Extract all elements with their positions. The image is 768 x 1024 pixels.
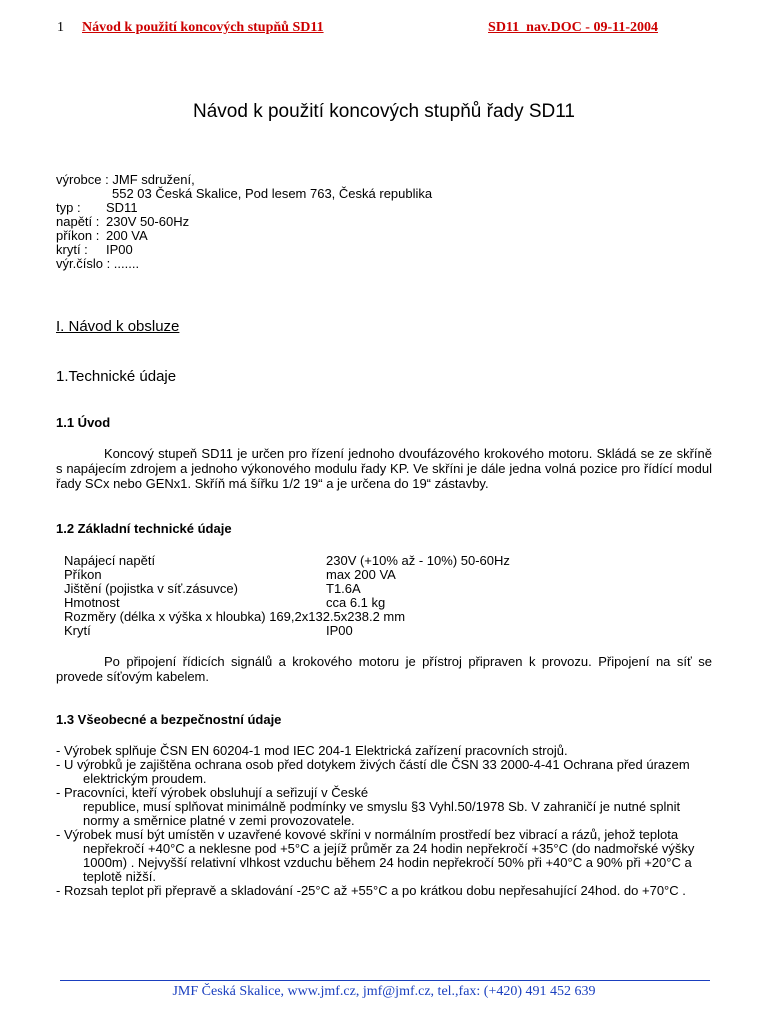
safety-item-cont: normy a směrnice platné v zemi provozovatele. [83, 813, 355, 828]
tech-label: Rozměry (délka x výška x hloubka) [64, 609, 266, 624]
uvod-paragraph: Koncový stupeň SD11 je určen pro řízení jednoho dvoufázového krokového motoru. Skládá se ze skříně s napájecím zdrojem a jednoho výkonového modulu řady KP. Ve skříni je dále jedna volná pozice pro řídící modul řady SCx nebo GENx1. Skříň má šířku 1/2 19“ a je určena do 19“ zástavby. [56, 446, 712, 491]
tech-row [64, 623, 91, 638]
info-address: 552 03 Česká Skalice, Pod lesem 763, Česká republika [112, 186, 433, 201]
heading-safety: 1.3 Všeobecné a bezpečnostní údaje [56, 712, 282, 727]
tech-paragraph: Po připojení řídicích signálů a krokového motoru je přístroj připraven k provozu. Připojení na síť se provede síťovým kabelem. [56, 654, 712, 684]
tech-value: T1.6A [326, 581, 361, 596]
heading-tech: 1.2 Základní technické údaje [56, 521, 232, 536]
tech-row [64, 581, 238, 596]
safety-item-cont: 1000m) . Nejvyšší relativní vlhkost vzduchu během 24 hodin nepřekročí 50% při +40°C a 90% při +20°C a [83, 855, 692, 870]
safety-item-cont: teplotě nižší. [83, 869, 156, 884]
header-title: Návod k použití koncových stupňů SD11 [82, 20, 324, 35]
tech-value: max 200 VA [326, 567, 396, 582]
tech-value: cca 6.1 kg [326, 595, 386, 610]
tech-label: Jištění (pojistka v síť.zásuvce) [64, 581, 238, 596]
safety-item-cont: nepřekročí +40°C a neklesne pod +5°C a jejíž průměr za 24 hodin nepřekročí +35°C (do nadmořské výšky [83, 841, 695, 856]
doc-title: Návod k použití koncových stupňů řady SD11 [193, 101, 575, 122]
tech-label: Napájecí napětí [64, 553, 156, 568]
page-number: 1 [57, 20, 64, 35]
safety-item: - Výrobek musí být umístěn v uzavřené kovové skříni v normálním prostředí bez vibrací a rázů, jehož teplota [56, 827, 679, 842]
footer-divider [60, 980, 710, 981]
safety-item-cont: republice, musí splňovat minimálně podmínky ve smyslu §3 Vyhl.50/1978 Sb. V zahraničí je nutné splnit [83, 799, 681, 814]
info-vyrobce-value: JMF sdružení, [112, 172, 195, 187]
info-vyrobce [56, 172, 195, 187]
header-file-date: SD11_nav.DOC - 09-11-2004 [488, 20, 658, 35]
info-kryti-value: IP00 [106, 242, 133, 257]
info-kryti [56, 242, 133, 257]
info-napeti-label: napětí : [56, 214, 100, 229]
tech-label: Krytí [64, 623, 91, 638]
tech-value: 230V (+10% až - 10%) 50-60Hz [326, 553, 510, 568]
info-prikon-label: příkon : [56, 228, 100, 243]
info-napeti-value: 230V 50-60Hz [106, 214, 190, 229]
tech-value: IP00 [326, 623, 353, 638]
safety-item: - Výrobek splňuje ČSN EN 60204-1 mod IEC 204-1 Elektrická zařízení pracovních strojů. [56, 743, 568, 758]
info-typ [56, 200, 138, 215]
tech-row [64, 609, 405, 624]
footer-contact: JMF Česká Skalice, www.jmf.cz, jmf@jmf.cz, tel.,fax: (+420) 491 452 639 [172, 984, 596, 999]
tech-value: 169,2x132.5x238.2 mm [269, 609, 406, 624]
info-prikon [56, 228, 148, 243]
info-kryti-label: krytí : [56, 242, 88, 257]
info-napeti [56, 214, 189, 229]
subsection-heading: 1.Technické údaje [56, 368, 177, 385]
safety-item: - Pracovníci, kteří výrobek obsluhují a seřizují v České [56, 785, 369, 800]
heading-uvod: 1.1 Úvod [56, 415, 111, 430]
tech-label: Hmotnost [64, 595, 120, 610]
safety-item: - U výrobků je zajištěna ochrana osob před dotykem živých částí dle ČSN 33 2000-4-41 Ochrana před úrazem [56, 757, 690, 772]
tech-row [64, 567, 102, 582]
info-typ-label: typ : [56, 200, 81, 215]
info-vyr-cislo: výr.číslo : ....... [56, 256, 140, 271]
section-heading: I. Návod k obsluze [56, 318, 180, 335]
safety-item: - Rozsah teplot při přepravě a skladování -25°C až +55°C a po krátkou dobu nepřesahující 24hod. do +70°C . [56, 883, 686, 898]
info-vyrobce-label: výrobce : [56, 172, 109, 187]
info-typ-value: SD11 [106, 200, 138, 215]
safety-item-cont: elektrickým proudem. [83, 771, 207, 786]
tech-label: Příkon [64, 567, 102, 582]
tech-row [64, 553, 155, 568]
tech-row [64, 595, 120, 610]
info-prikon-value: 200 VA [106, 228, 148, 243]
